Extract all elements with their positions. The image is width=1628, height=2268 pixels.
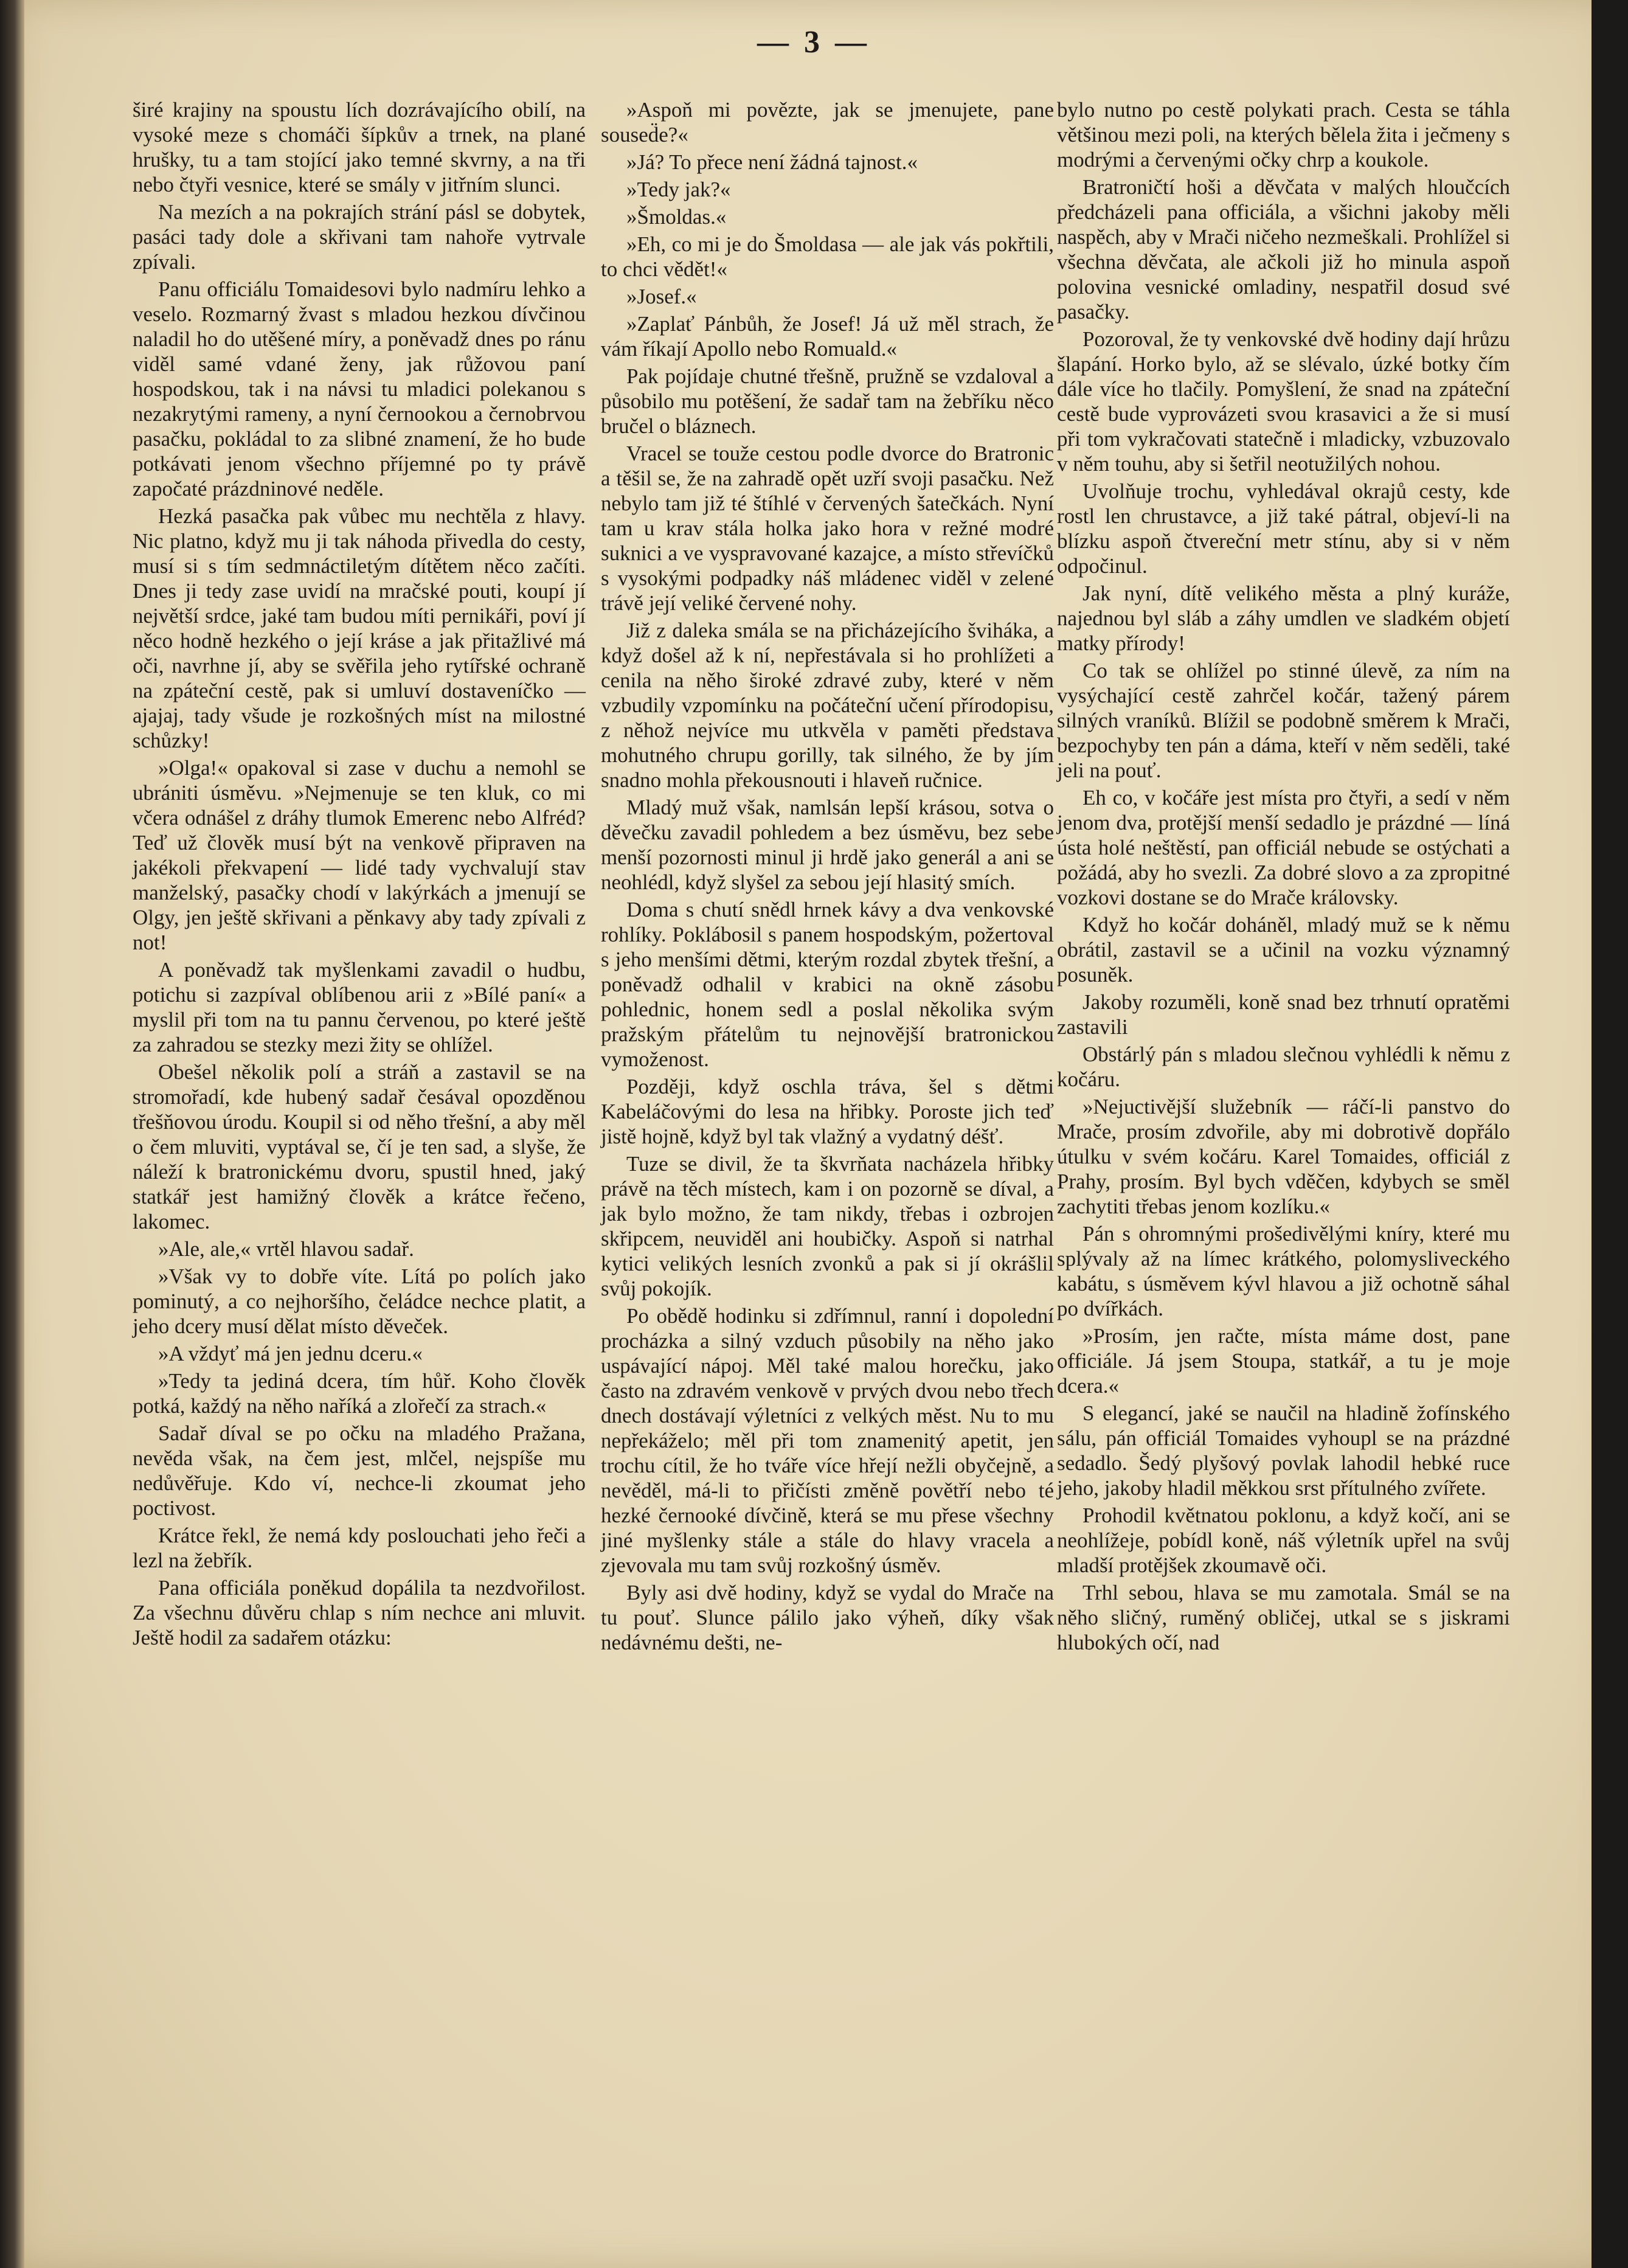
paragraph: Pozoroval, že ty venkovské dvě hodiny dají hrůzu šlapání. Horko bylo, až se slévalo, úzké botky čím dále více ho tlačily. Pomyšlení, že snad na zpáteční cestě bude vyprovázeti svou krasavici a že si musí při tom vykračovati statečně i mladicky, vzbuzovalo v něm touhu, aby si šetřil neotužilých nohou. <box>1057 327 1510 476</box>
paragraph: Bratroničtí hoši a děvčata v malých hloučcích předcházeli pana officiála, a všichni jakoby měli naspěch, aby v Mrači ničeho nezmeškali. Prohlížel si všechna děvčata, ale ačkoli již ho minula aspoň polovina vesnické omladiny, nespatřil dosud své pasačky. <box>1057 175 1510 324</box>
paragraph: »Tedy ta jediná dcera, tím hůř. Koho člověk potká, každý na něho naříká a zlořečí za strach.« <box>133 1369 586 1418</box>
paragraph: »Šmoldas.« <box>626 205 727 229</box>
paragraph: Panu officiálu Tomaidesovi bylo nadmíru lehko a veselo. Rozmarný žvast s mladou hezkou dívčinou naladil ho do utěšené míry, a poněvadž dnes po ránu viděl samé vdané ženy, jak růžovou paní hospodskou, tak i na návsi tu mladici polekanou s nezakrytými rameny, a nyní černookou a černobrvou pasačku, pokládal to za slibné znamení, že ho bude potkávati jenom všechno příjemné po ty právě započaté prázdninové neděle. <box>133 277 586 501</box>
paragraph: Mladý muž však, namlsán lepší krásou, sotva o děvečku zavadil pohledem a bez úsměvu, bez sebe menší pozornosti minul ji hrdě jako generál a ani se neohlédl, když slyšel za sebou její hlasitý smích. <box>601 796 1054 894</box>
paragraph: Co tak se ohlížel po stinné úlevě, za ním na vysýchající cestě zahrčel kočár, tažený párem silných vraníků. Blížil se podobně směrem k Mrači, bezpochyby ten pán a dáma, kteří v něm seděli, také jeli na pouť. <box>1057 659 1510 782</box>
paragraph: »Eh, co mi je do Šmoldasa — ale jak vás pokřtili, to chci vědět!« <box>601 232 1054 281</box>
paragraph: »Prosím, jen račte, místa máme dost, pane officiále. Já jsem Stoupa, statkář, a tu je moje dcera.« <box>1057 1324 1510 1398</box>
paragraph: Již z daleka smála se na přicházejícího šviháka, a když došel až k ní, nepřestávala si ho prohlížeti a cenila na něho široké zdravé zuby, které v něm vzbudily vzpomínku na počáteční učení přírodopisu, z něhož nejvíce mu utkvěla v paměti představa mohutného chrupu gorilly, tak silného, že by jím snadno mohla překousnouti i hlaveň ručnice. <box>601 619 1054 792</box>
paragraph: Když ho kočár doháněl, mladý muž se k němu obrátil, zastavil se a učinil na vozku významný posuněk. <box>1057 913 1510 987</box>
paragraph: Krátce řekl, že nemá kdy poslouchati jeho řeči a lezl na žebřík. <box>133 1524 586 1572</box>
paragraph: Později, když oschla tráva, šel s dětmi Kabeláčovými do lesa na hřibky. Poroste jich teď jistě hojně, když byl tak vlažný a vydatný déšť. <box>601 1075 1054 1148</box>
paragraph: »Aspoň mi povězte, jak se jmenujete, pane soused̈e?« <box>601 98 1054 147</box>
paragraph: Uvolňuje trochu, vyhledával okrajů cesty, kde rostl len chrustavce, a již také pátral, objeví-li na blízku aspoň čtvereční metr stínu, aby si v něm odpočinul. <box>1057 479 1510 578</box>
newspaper-page <box>11 0 1616 2268</box>
paragraph: Jakoby rozuměli, koně snad bez trhnutí opratěmi zastavili <box>1057 990 1510 1039</box>
paragraph: »Tedy jak?« <box>626 178 731 201</box>
paragraph: Trhl sebou, hlava se mu zamotala. Smál se na něho sličný, ruměný obličej, utkal se s jiskrami hlubokých očí, nad <box>1057 1581 1510 1654</box>
paragraph: »Nejuctivější služebník — ráčí-li panstvo do Mrače, prosím zdvořile, aby mi dobrotivě dopřálo útulku v svém kočáru. Karel Tomaides, officiál z Prahy, prosím. Byl bych vděčen, kdybych se směl zachytiti třebas jenom kozlíku.« <box>1057 1095 1510 1218</box>
paragraph: Po obědě hodinku si zdřímnul, ranní i dopolední procházka a silný vzduch působily na něho jako uspávající nápoj. Měl také malou horečku, jako často na zdravém venkově v prvých dvou nebo třech dnech dostávají výletníci z velkých měst. Nu to mu nepřekáželo; měl při tom znamenitý apetit, jen trochu cítil, že ho tváře více hřejí nežli obyčejně, a nevěděl, má-li to přičísti změně povětří nebo té hezké černooké dívčině, která se mu přese všechny jiné myšlenky stále a stále do hlavy vracela a zjevovala mu tam svůj rozkošný úsměv. <box>601 1304 1054 1577</box>
paragraph: Hezká pasačka pak vůbec mu nechtěla z hlavy. Nic platno, když mu ji tak náhoda přivedla do cesty, musí si s tím sedmnáctiletým dítětem něco začíti. Dnes ji tedy zase uvidí na mračské pouti, koupí jí největší srdce, jaké tam budou míti pernikáři, poví jí něco hodně hezkého o její kráse a jak přitažlivé má oči, navrhne jí, aby se svěřila jeho rytířské ochraně na zpáteční cestě, pak si umluví dostaveníčko — ajajaj, tady všude je rozkošných míst na milostné schůzky! <box>133 504 586 752</box>
paragraph: Byly asi dvě hodiny, když se vydal do Mrače na tu pouť. Slunce pálilo jako výheň, díky však nedávnému dešti, ne- <box>601 1581 1054 1654</box>
text-column-3 <box>1057 97 1510 1657</box>
paragraph: Tuze se divil, že ta škvrňata nacházela hřibky právě na těch místech, kam i on pozorně se díval, a jak bylo možno, že tam nikdy, třebas i ozbrojen skřipcem, neuviděl ani houbičky. Aspoň si natrhal kytici velikých lesních zvonků a pak si jí okrášlil svůj pokojík. <box>601 1152 1054 1300</box>
paragraph: Pana officiála poněkud dopálila ta nezdvořilost. Za všechnu důvěru chlap s ním nechce ani mluvit. Ještě hodil za sadařem otázku: <box>133 1576 586 1649</box>
paragraph: Pak pojídaje chutné třešně, pružně se vzdaloval a působilo mu potěšení, že sadař tam na žebříku něco bručel o bláznech. <box>601 364 1054 438</box>
scan-border <box>1592 0 1628 2268</box>
binding-edge <box>0 0 24 2268</box>
paragraph: Sadař díval se po očku na mladého Pražana, nevěda však, na čem jest, mlčel, nejspíše mu nedůvěřuje. Kdo ví, nechce-li zkoumat jeho poctivost. <box>133 1421 586 1520</box>
text-column-1 <box>133 97 586 1652</box>
paragraph: Obstárlý pán s mladou slečnou vyhlédli k němu z kočáru. <box>1057 1042 1510 1091</box>
paragraph: »Josef.« <box>626 285 697 308</box>
paragraph: »Olga!« opakoval si zase v duchu a nemohl se ubrániti úsměvu. »Nejmenuje se ten kluk, co mi včera odnášel z dráhy tlumok Emerenc nebo Alfréd? Teď už člověk musí být na venkově připraven na jakékoli překvapení — lidé tady vychvalují stav manželský, pasačky chodí v lakýrkách a jmenují se Olgy, jen ještě skřivani a pěnkavy aby tady zpívali z not! <box>133 756 586 954</box>
paragraph: »Zaplať Pánbůh, že Josef! Já už měl strach, že vám říkají Apollo nebo Romuald.« <box>601 312 1054 361</box>
paragraph: A poněvadž tak myšlenkami zavadil o hudbu, potichu si zazpíval oblíbenou arii z »Bílé paní« a myslil při tom na tu pannu červenou, po které ještě za zahradou se stezky mezi žity se ohlížel. <box>133 958 586 1056</box>
paragraph: Obešel několik polí a stráň a zastavil se na stromořadí, kde hubený sadař česával opozděnou třešňovou úrodu. Koupil si od něho třešní, a aby měl o čem mluviti, vyptával se, čí je ten sad, a slyše, že náleží k bratronickému dvoru, spustil hned, jaký statkář jest hamižný člověk a krátce řečeno, lakomec. <box>133 1060 586 1233</box>
paragraph: Jak nyní, dítě velikého města a plný kuráže, najednou byl sláb a záhy umdlen ve sladkém objetí matky přírody! <box>1057 581 1510 655</box>
paragraph: »A vždyť má jen jednu dceru.« <box>158 1342 423 1365</box>
text-column-2 <box>601 97 1054 1657</box>
paragraph: S elegancí, jaké se naučil na hladině žofínského sálu, pán officiál Tomaides vyhoupl se na prázdné sedadlo. Šedý plyšový povlak lahodil hebké ruce jeho, jakoby hladil měkkou srst přítulného zvířete. <box>1057 1401 1510 1500</box>
paragraph: Eh co, v kočáře jest místa pro čtyři, a sedí v něm jenom dva, protější menší sedadlo je prázdné — líná ústa holé neštěstí, pan officiál nebude se ostýchati a požádá, aby ho svezli. Za dobré slovo a za zpropitné vozkovi dostane se do Mrače královsky. <box>1057 786 1510 909</box>
paragraph: Pán s ohromnými prošedivělými kníry, které mu splývaly až na límec krátkého, polomysliveckého kabátu, s úsměvem kývl hlavou a již ochotně sáhal po dvířkách. <box>1057 1222 1510 1320</box>
paragraph: širé krajiny na spoustu lích dozrávajícího obilí, na vysoké meze s chomáči šípkův a trnek, na plané hrušky, tu a tam stojící jako temné skvrny, a na tři nebo čtyři vesnice, které se smály v jitřním slunci. <box>133 98 586 196</box>
paragraph: »Ale, ale,« vrtěl hlavou sadař. <box>158 1237 414 1261</box>
paragraph: Na mezích a na pokrajích strání pásl se dobytek, pasáci tady dole a skřivani tam nahoře vytrvale zpívali. <box>133 200 586 274</box>
paragraph: Prohodil květnatou poklonu, a když kočí, ani se neohlížeje, pobídl koně, náš výletník upřel na svůj mladší protějšek zkoumavě oči. <box>1057 1503 1510 1577</box>
page-number: — 3 — <box>757 25 870 60</box>
paragraph: bylo nutno po cestě polykati prach. Cesta se táhla většinou mezi poli, na kterých bělela žita i ječmeny s modrými a červenými očky chrp a koukole. <box>1057 98 1510 172</box>
paragraph: »Však vy to dobře víte. Lítá po polích jako pominutý, a co nejhoršího, čeládce nechce platit, a jeho dcery musí dělat místo děveček. <box>133 1264 586 1338</box>
paragraph: Vracel se touže cestou podle dvorce do Bratronic a těšil se, že na zahradě opět uzří svoji pasačku. Než nebylo tam již té štíhlé v červených šatečkách. Nyní tam u krav stála holka jako hora v režné modré suknici a ve vyspravované kazajce, a místo střevíčků s vysokými podpadky náš mládenec viděl v zelené trávě její veliké červené nohy. <box>601 442 1054 615</box>
paragraph: Doma s chutí snědl hrnek kávy a dva venkovské rohlíky. Poklábosil s panem hospodským, požertoval s jeho menšími dětmi, kterým rozdal zbytek třešní, a poněvadž odhalil v krabici na okně zásobu pohlednic, honem sedl a poslal několika svým pražským přátelům tu nejnovější bratronickou vymoženost. <box>601 898 1054 1071</box>
paragraph: »Já? To přece není žádná tajnost.« <box>626 150 918 174</box>
